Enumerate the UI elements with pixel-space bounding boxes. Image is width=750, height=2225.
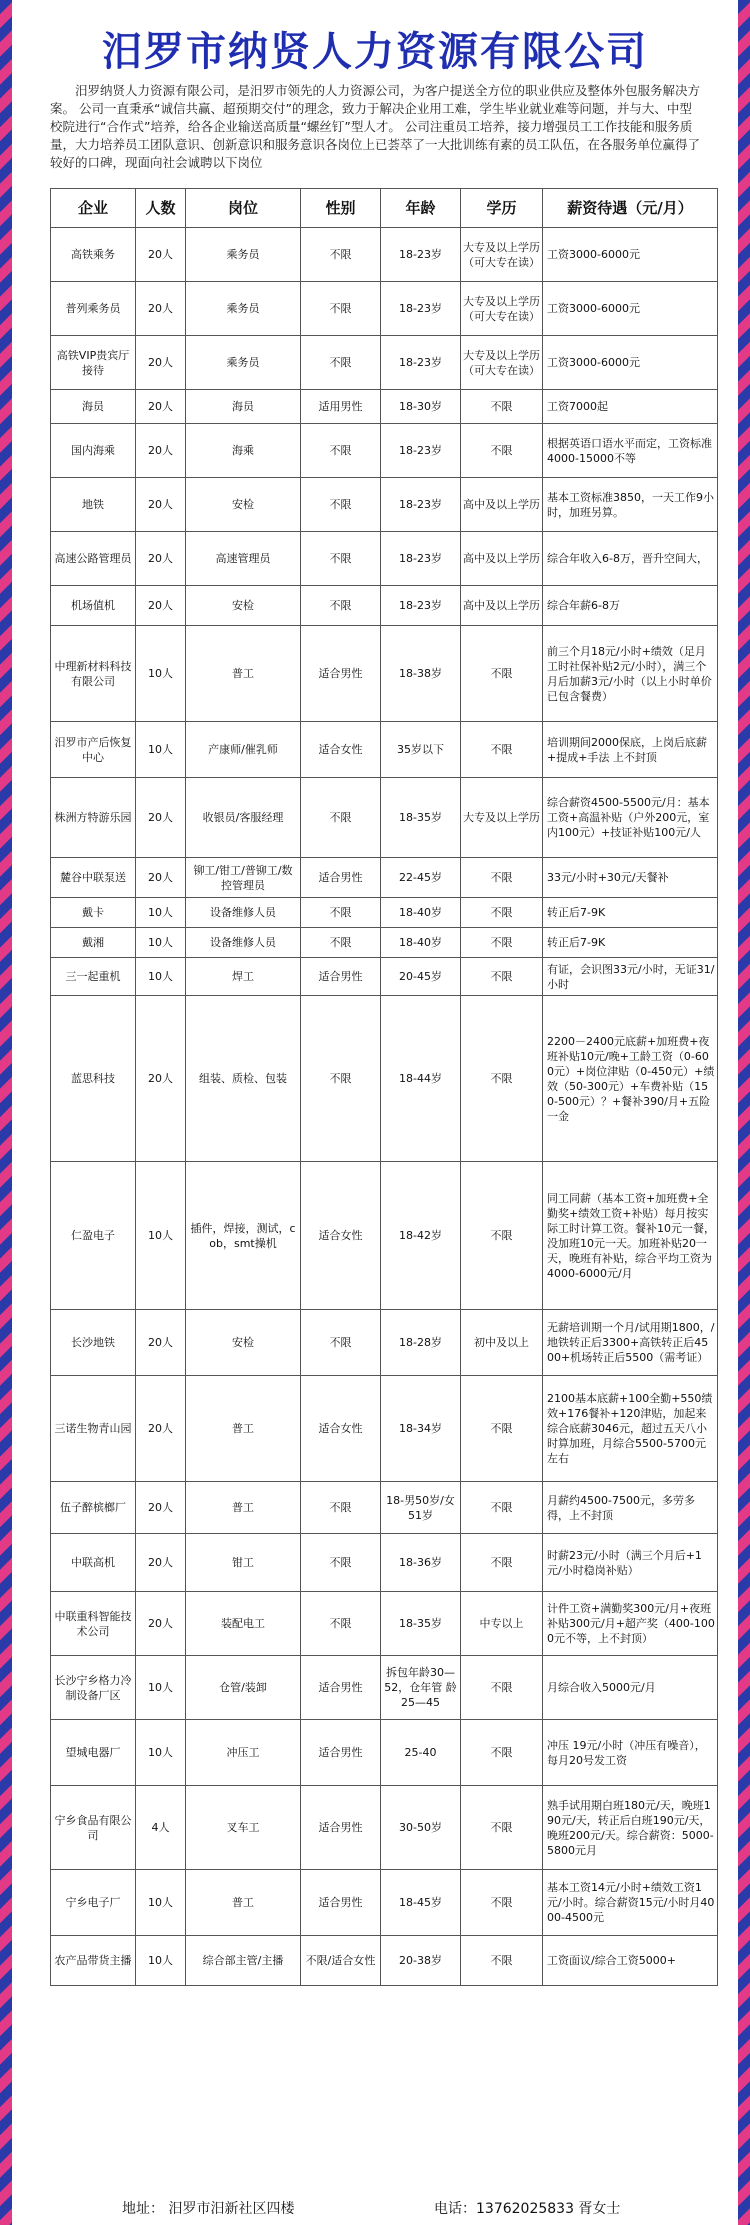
- table-row: [51, 722, 718, 778]
- table-row: [51, 996, 718, 1162]
- header-gender: 性别: [301, 189, 381, 228]
- table-row: [51, 390, 718, 424]
- table-row: [51, 1592, 718, 1656]
- job-table: [50, 188, 718, 1986]
- header-salary: 薪资待遇（元/月）: [543, 189, 718, 228]
- education-cell: 不限: [461, 1534, 543, 1592]
- age-cell: 18-23岁: [381, 282, 461, 336]
- gender-cell: 不限: [301, 282, 381, 336]
- count-cell: 20人: [136, 532, 186, 586]
- company-cell: 农产品带货主播: [51, 1936, 136, 1986]
- count-cell: 10人: [136, 1936, 186, 1986]
- salary-cell: 同工同薪（基本工资+加班费+全勤奖+绩效工资+补贴）每月按实际工时计算工资。餐补10元一餐，没加班10元一天。加班补贴20一天，晚班有补贴，综合平均工资为4000-6000元/月: [543, 1162, 718, 1310]
- table-row: [51, 958, 718, 996]
- position-cell: 叉车工: [186, 1786, 301, 1870]
- page-title: 汨罗市纳贤人力资源有限公司: [102, 29, 648, 75]
- salary-cell: 工资3000-6000元: [543, 336, 718, 390]
- age-cell: 18-40岁: [381, 928, 461, 958]
- education-cell: 不限: [461, 626, 543, 722]
- company-cell: 宁乡电子厂: [51, 1870, 136, 1936]
- header-position: 岗位: [186, 189, 301, 228]
- salary-cell: 冲压 19元/小时（冲压有噪音），每月20号发工资: [543, 1720, 718, 1786]
- age-cell: 18-44岁: [381, 996, 461, 1162]
- company-intro: 汨罗纳贤人力资源有限公司，是汨罗市领先的人力资源公司，为客户提送全方位的职业供应及整体外包服务解决方案。 公司一直秉承“诚信共赢、超预期交付”的理念，致力于解决企业用工难，学生毕业就业难等问题，并与大、中型校院进行“合作式”培养，给各企业输送高质量“螺丝钉”型人才。 公司注重员工培养，接力增强员工工作技能和服务质量，大力培养员工团队意识、创新意识和服务意识各岗位上已荟萃了一大批训练有素的员工队伍，在各服务单位赢得了较好的口碑，现面向社会诚聘以下岗位: [50, 83, 701, 170]
- position-cell: 安检: [186, 586, 301, 626]
- position-cell: 普工: [186, 1482, 301, 1534]
- count-cell: 10人: [136, 898, 186, 928]
- position-cell: 综合部主管/主播: [186, 1936, 301, 1986]
- age-cell: 18-23岁: [381, 228, 461, 282]
- count-cell: 10人: [136, 1870, 186, 1936]
- age-cell: 18-男50岁/女51岁: [381, 1482, 461, 1534]
- table-row: [51, 778, 718, 858]
- gender-cell: 不限: [301, 898, 381, 928]
- education-cell: 不限: [461, 1786, 543, 1870]
- gender-cell: 不限: [301, 228, 381, 282]
- salary-cell: 计件工资+满勤奖300元/月+夜班补贴300元/月+超产奖（400-1000元不等，上不封顶）: [543, 1592, 718, 1656]
- education-cell: 高中及以上学历: [461, 532, 543, 586]
- count-cell: 10人: [136, 1162, 186, 1310]
- age-cell: 18-23岁: [381, 336, 461, 390]
- position-cell: 焊工: [186, 958, 301, 996]
- age-cell: 35岁以下: [381, 722, 461, 778]
- position-cell: 乘务员: [186, 228, 301, 282]
- count-cell: 20人: [136, 1534, 186, 1592]
- education-cell: 大专及以上学历（可大专在读）: [461, 336, 543, 390]
- age-cell: 25-40: [381, 1720, 461, 1786]
- education-cell: 不限: [461, 1376, 543, 1482]
- company-cell: 海员: [51, 390, 136, 424]
- gender-cell: 不限: [301, 778, 381, 858]
- position-cell: 钳工: [186, 1534, 301, 1592]
- gender-cell: 不限: [301, 996, 381, 1162]
- count-cell: 20人: [136, 228, 186, 282]
- salary-cell: 转正后7-9K: [543, 898, 718, 928]
- count-cell: 20人: [136, 1482, 186, 1534]
- education-cell: 不限: [461, 1162, 543, 1310]
- gender-cell: 适合男性: [301, 1656, 381, 1720]
- salary-cell: 工资3000-6000元: [543, 282, 718, 336]
- count-cell: 20人: [136, 996, 186, 1162]
- count-cell: 10人: [136, 928, 186, 958]
- age-cell: 18-34岁: [381, 1376, 461, 1482]
- position-cell: 乘务员: [186, 336, 301, 390]
- gender-cell: 不限: [301, 424, 381, 478]
- count-cell: 20人: [136, 858, 186, 898]
- company-cell: 高速公路管理员: [51, 532, 136, 586]
- salary-cell: 综合年薪6-8万: [543, 586, 718, 626]
- education-cell: 不限: [461, 858, 543, 898]
- company-cell: 戴湘: [51, 928, 136, 958]
- count-cell: 20人: [136, 1592, 186, 1656]
- company-cell: 仁盈电子: [51, 1162, 136, 1310]
- table-row: [51, 1162, 718, 1310]
- count-cell: 20人: [136, 424, 186, 478]
- company-cell: 汨罗市产后恢复中心: [51, 722, 136, 778]
- company-cell: 中联重科智能技术公司: [51, 1592, 136, 1656]
- age-cell: 30-50岁: [381, 1786, 461, 1870]
- education-cell: 大专及以上学历（可大专在读）: [461, 282, 543, 336]
- count-cell: 20人: [136, 1310, 186, 1376]
- age-cell: 20-45岁: [381, 958, 461, 996]
- salary-cell: 月薪约4500-7500元，多劳多得，上不封顶: [543, 1482, 718, 1534]
- age-cell: 20-38岁: [381, 1936, 461, 1986]
- count-cell: 20人: [136, 586, 186, 626]
- gender-cell: 不限: [301, 1310, 381, 1376]
- company-cell: 中联高机: [51, 1534, 136, 1592]
- position-cell: 设备维修人员: [186, 898, 301, 928]
- position-cell: 设备维修人员: [186, 928, 301, 958]
- age-cell: 18-23岁: [381, 532, 461, 586]
- salary-cell: 2200－2400元底薪+加班费+夜班补贴10元/晚+工龄工资（0-600元）+岗位津贴（0-450元）+绩效（50-300元）+车费补贴（150-500元）？+餐补390/月+五险一金: [543, 996, 718, 1162]
- count-cell: 20人: [136, 390, 186, 424]
- table-row: [51, 532, 718, 586]
- age-cell: 18-30岁: [381, 390, 461, 424]
- count-cell: 4人: [136, 1786, 186, 1870]
- company-cell: 长沙地铁: [51, 1310, 136, 1376]
- age-cell: 18-28岁: [381, 1310, 461, 1376]
- gender-cell: 适合男性: [301, 858, 381, 898]
- position-cell: 普工: [186, 626, 301, 722]
- company-cell: 麓谷中联泵送: [51, 858, 136, 898]
- education-cell: 不限: [461, 1870, 543, 1936]
- table-row: [51, 1310, 718, 1376]
- gender-cell: 适合男性: [301, 958, 381, 996]
- gender-cell: 不限: [301, 1482, 381, 1534]
- company-cell: 株洲方特游乐园: [51, 778, 136, 858]
- salary-cell: 综合年收入6-8万，晋升空间大，: [543, 532, 718, 586]
- count-cell: 10人: [136, 1656, 186, 1720]
- salary-cell: 2100基本底薪+100全勤+550绩效+176餐补+120津贴，加起来综合底薪3046元，超过五天八小时算加班，月综合5500-5700元左右: [543, 1376, 718, 1482]
- company-cell: 三诺生物青山园: [51, 1376, 136, 1482]
- company-cell: 长沙宁乡格力冷制设备厂区: [51, 1656, 136, 1720]
- table-row: [51, 626, 718, 722]
- education-cell: 不限: [461, 390, 543, 424]
- gender-cell: 适用男性: [301, 390, 381, 424]
- count-cell: 20人: [136, 282, 186, 336]
- gender-cell: 不限: [301, 928, 381, 958]
- table-row: [51, 424, 718, 478]
- position-cell: 冲压工: [186, 1720, 301, 1786]
- education-cell: 不限: [461, 722, 543, 778]
- salary-cell: 根据英语口语水平而定，工资标准4000-15000不等: [543, 424, 718, 478]
- count-cell: 10人: [136, 1720, 186, 1786]
- position-cell: 安检: [186, 1310, 301, 1376]
- salary-cell: 基本工资14元/小时+绩效工资1元/小时。综合薪资15元/小时月4000-4500元: [543, 1870, 718, 1936]
- table-row: [51, 898, 718, 928]
- company-cell: 地铁: [51, 478, 136, 532]
- gender-cell: 不限: [301, 478, 381, 532]
- company-cell: 高铁乘务: [51, 228, 136, 282]
- company-cell: 戴卡: [51, 898, 136, 928]
- education-cell: 高中及以上学历: [461, 586, 543, 626]
- table-row: [51, 1376, 718, 1482]
- table-row: [51, 228, 718, 282]
- education-cell: 不限: [461, 958, 543, 996]
- header-company: 企业: [51, 189, 136, 228]
- age-cell: 18-38岁: [381, 626, 461, 722]
- salary-cell: 综合薪资4500-5500元/月：基本工资+高温补贴（户外200元，室内100元）+技证补贴100元/人: [543, 778, 718, 858]
- age-cell: 18-40岁: [381, 898, 461, 928]
- table-header-row: [51, 189, 718, 228]
- company-cell: 中理新材料科技有限公司: [51, 626, 136, 722]
- education-cell: 初中及以上: [461, 1310, 543, 1376]
- salary-cell: 工资面议/综合工资5000+: [543, 1936, 718, 1986]
- position-cell: 装配电工: [186, 1592, 301, 1656]
- table-row: [51, 1936, 718, 1986]
- company-cell: 望城电器厂: [51, 1720, 136, 1786]
- gender-cell: 不限/适合女性: [301, 1936, 381, 1986]
- gender-cell: 适合男性: [301, 1720, 381, 1786]
- gender-cell: 不限: [301, 532, 381, 586]
- table-row: [51, 336, 718, 390]
- education-cell: 不限: [461, 898, 543, 928]
- salary-cell: 工资3000-6000元: [543, 228, 718, 282]
- table-row: [51, 478, 718, 532]
- age-cell: 18-23岁: [381, 424, 461, 478]
- education-cell: 大专及以上学历（可大专在读）: [461, 228, 543, 282]
- table-row: [51, 1786, 718, 1870]
- education-cell: 不限: [461, 424, 543, 478]
- table-row: [51, 1656, 718, 1720]
- position-cell: 仓管/装卸: [186, 1656, 301, 1720]
- company-cell: 高铁VIP贵宾厅接待: [51, 336, 136, 390]
- salary-cell: 前三个月18元/小时+绩效（足月工时社保补贴2元/小时），满三个月后加薪3元/小时（以上小时单价已包含餐费）: [543, 626, 718, 722]
- position-cell: 铆工/钳工/普铆工/数控管理员: [186, 858, 301, 898]
- position-cell: 乘务员: [186, 282, 301, 336]
- position-cell: 产康师/催乳师: [186, 722, 301, 778]
- age-cell: 拆包年龄30—52，仓年管 龄25—45: [381, 1656, 461, 1720]
- table-row: [51, 586, 718, 626]
- age-cell: 18-35岁: [381, 778, 461, 858]
- gender-cell: 适合女性: [301, 1376, 381, 1482]
- count-cell: 20人: [136, 778, 186, 858]
- gender-cell: 适合女性: [301, 722, 381, 778]
- company-cell: 伍子醉槟榔厂: [51, 1482, 136, 1534]
- header-education: 学历: [461, 189, 543, 228]
- salary-cell: 33元/小时+30元/天餐补: [543, 858, 718, 898]
- age-cell: 18-23岁: [381, 478, 461, 532]
- salary-cell: 有证，会识图33元/小时，无证31/小时: [543, 958, 718, 996]
- position-cell: 组装、质检、包装: [186, 996, 301, 1162]
- header-age: 年龄: [381, 189, 461, 228]
- age-cell: 18-23岁: [381, 586, 461, 626]
- count-cell: 10人: [136, 626, 186, 722]
- education-cell: 高中及以上学历: [461, 478, 543, 532]
- count-cell: 20人: [136, 1376, 186, 1482]
- header-count: 人数: [136, 189, 186, 228]
- position-cell: 高速管理员: [186, 532, 301, 586]
- salary-cell: 熟手试用期白班180元/天，晚班190元/天，转正后白班190元/天，晚班200元/天。综合薪资：5000-5800元月: [543, 1786, 718, 1870]
- table-row: [51, 928, 718, 958]
- company-cell: 国内海乘: [51, 424, 136, 478]
- education-cell: 不限: [461, 1482, 543, 1534]
- education-cell: 不限: [461, 1656, 543, 1720]
- age-cell: 18-36岁: [381, 1534, 461, 1592]
- table-row: [51, 858, 718, 898]
- age-cell: 18-45岁: [381, 1870, 461, 1936]
- company-cell: 普列乘务员: [51, 282, 136, 336]
- age-cell: 18-35岁: [381, 1592, 461, 1656]
- gender-cell: 适合女性: [301, 1162, 381, 1310]
- table-row: [51, 282, 718, 336]
- company-cell: 机场值机: [51, 586, 136, 626]
- table-row: [51, 1482, 718, 1534]
- position-cell: 海员: [186, 390, 301, 424]
- salary-cell: 转正后7-9K: [543, 928, 718, 958]
- company-cell: 三一起重机: [51, 958, 136, 996]
- gender-cell: 适合男性: [301, 1870, 381, 1936]
- gender-cell: 不限: [301, 336, 381, 390]
- left-decorative-stripe: [0, 0, 12, 2225]
- age-cell: 18-42岁: [381, 1162, 461, 1310]
- salary-cell: 培训期间2000保底，上岗后底薪+提成+手法 上不封顶: [543, 722, 718, 778]
- count-cell: 10人: [136, 722, 186, 778]
- salary-cell: 月综合收入5000元/月: [543, 1656, 718, 1720]
- education-cell: 不限: [461, 996, 543, 1162]
- count-cell: 20人: [136, 336, 186, 390]
- table-row: [51, 1720, 718, 1786]
- gender-cell: 不限: [301, 1592, 381, 1656]
- company-cell: 宁乡食品有限公司: [51, 1786, 136, 1870]
- salary-cell: 时薪23元/小时（满三个月后+1元/小时稳岗补贴）: [543, 1534, 718, 1592]
- age-cell: 22-45岁: [381, 858, 461, 898]
- salary-cell: 工资7000起: [543, 390, 718, 424]
- count-cell: 10人: [136, 958, 186, 996]
- gender-cell: 不限: [301, 1534, 381, 1592]
- right-decorative-stripe: [738, 0, 750, 2225]
- gender-cell: 适合男性: [301, 1786, 381, 1870]
- footer-address: 地址： 汨罗市汨新社区四楼: [122, 2201, 295, 2217]
- education-cell: 大专及以上学历: [461, 778, 543, 858]
- salary-cell: 基本工资标准3850，一天工作9小时，加班另算。: [543, 478, 718, 532]
- position-cell: 收银员/客服经理: [186, 778, 301, 858]
- gender-cell: 适合男性: [301, 626, 381, 722]
- position-cell: 安检: [186, 478, 301, 532]
- education-cell: 中专以上: [461, 1592, 543, 1656]
- education-cell: 不限: [461, 1936, 543, 1986]
- footer-phone: 电话：13762025833 胥女士: [434, 2201, 621, 2217]
- position-cell: 插件，焊接，测试，cob，smt操机: [186, 1162, 301, 1310]
- count-cell: 20人: [136, 478, 186, 532]
- education-cell: 不限: [461, 1720, 543, 1786]
- salary-cell: 无薪培训期一个月/试用期1800，/地铁转正后3300+高铁转正后4500+机场转正后5500（需考证）: [543, 1310, 718, 1376]
- company-cell: 蓝思科技: [51, 996, 136, 1162]
- table-row: [51, 1534, 718, 1592]
- table-row: [51, 1870, 718, 1936]
- gender-cell: 不限: [301, 586, 381, 626]
- position-cell: 普工: [186, 1376, 301, 1482]
- position-cell: 普工: [186, 1870, 301, 1936]
- position-cell: 海乘: [186, 424, 301, 478]
- education-cell: 不限: [461, 928, 543, 958]
